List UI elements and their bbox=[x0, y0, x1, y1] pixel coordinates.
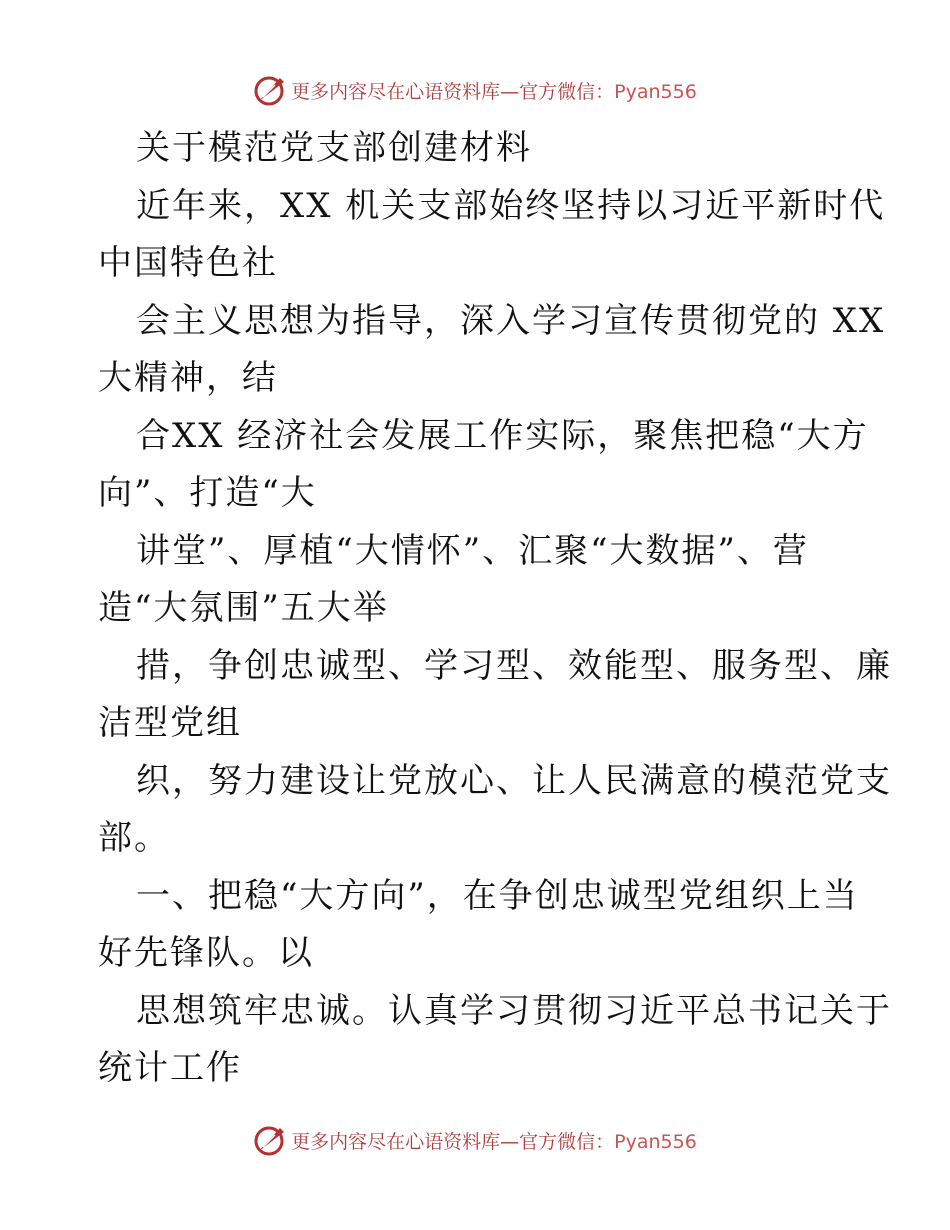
paragraph-line: 中国特色社 bbox=[98, 243, 278, 283]
paragraph-line: 大精神，结 bbox=[98, 358, 278, 398]
paragraph-line: 讲堂”、厚植“大情怀”、汇聚“大数据”、营 bbox=[136, 530, 809, 571]
document-body bbox=[98, 120, 892, 1098]
paragraph-line: 思想筑牢忠诚。认真学习贯彻习近平总书记关于 bbox=[136, 990, 892, 1031]
paragraph-line: 织，努力建设让党放心、让人民满意的模范党支 bbox=[136, 760, 892, 801]
paragraph-line: 部。 bbox=[98, 818, 170, 858]
doc-title: 关于模范党支部创建材料 bbox=[136, 128, 532, 168]
paragraph-line: 统计工作 bbox=[98, 1048, 242, 1088]
paragraph-line: 会主义思想为指导，深入学习宣传贯彻党的 XX bbox=[136, 300, 886, 341]
wechat-id: Pyan556 bbox=[614, 1130, 697, 1153]
paragraph-line: 造“大氛围”五大举 bbox=[98, 588, 389, 628]
paragraph-line: 合XX 经济社会发展工作实际，聚焦把稳“大方 bbox=[136, 415, 869, 456]
section-heading-line: 一、把稳“大方向”，在争创忠诚型党组织上当 bbox=[136, 875, 859, 916]
banner-text: 更多内容尽在心语资料库—官方微信： bbox=[291, 1130, 615, 1153]
header-watermark bbox=[0, 70, 950, 110]
section-heading-line: 好先锋队。以 bbox=[98, 933, 314, 973]
paragraph-line: 向”、打造“大 bbox=[98, 473, 317, 513]
paragraph-line: 洁型党组 bbox=[98, 703, 242, 743]
footer-watermark bbox=[0, 1120, 950, 1160]
paragraph-line: 近年来，XX 机关支部始终坚持以习近平新时代 bbox=[136, 185, 886, 226]
quill-logo-icon bbox=[253, 73, 287, 107]
banner-text: 更多内容尽在心语资料库—官方微信： bbox=[291, 80, 615, 103]
paragraph-line: 措，争创忠诚型、学习型、效能型、服务型、廉 bbox=[136, 645, 892, 686]
wechat-id: Pyan556 bbox=[614, 80, 697, 103]
quill-logo-icon bbox=[253, 1123, 287, 1157]
